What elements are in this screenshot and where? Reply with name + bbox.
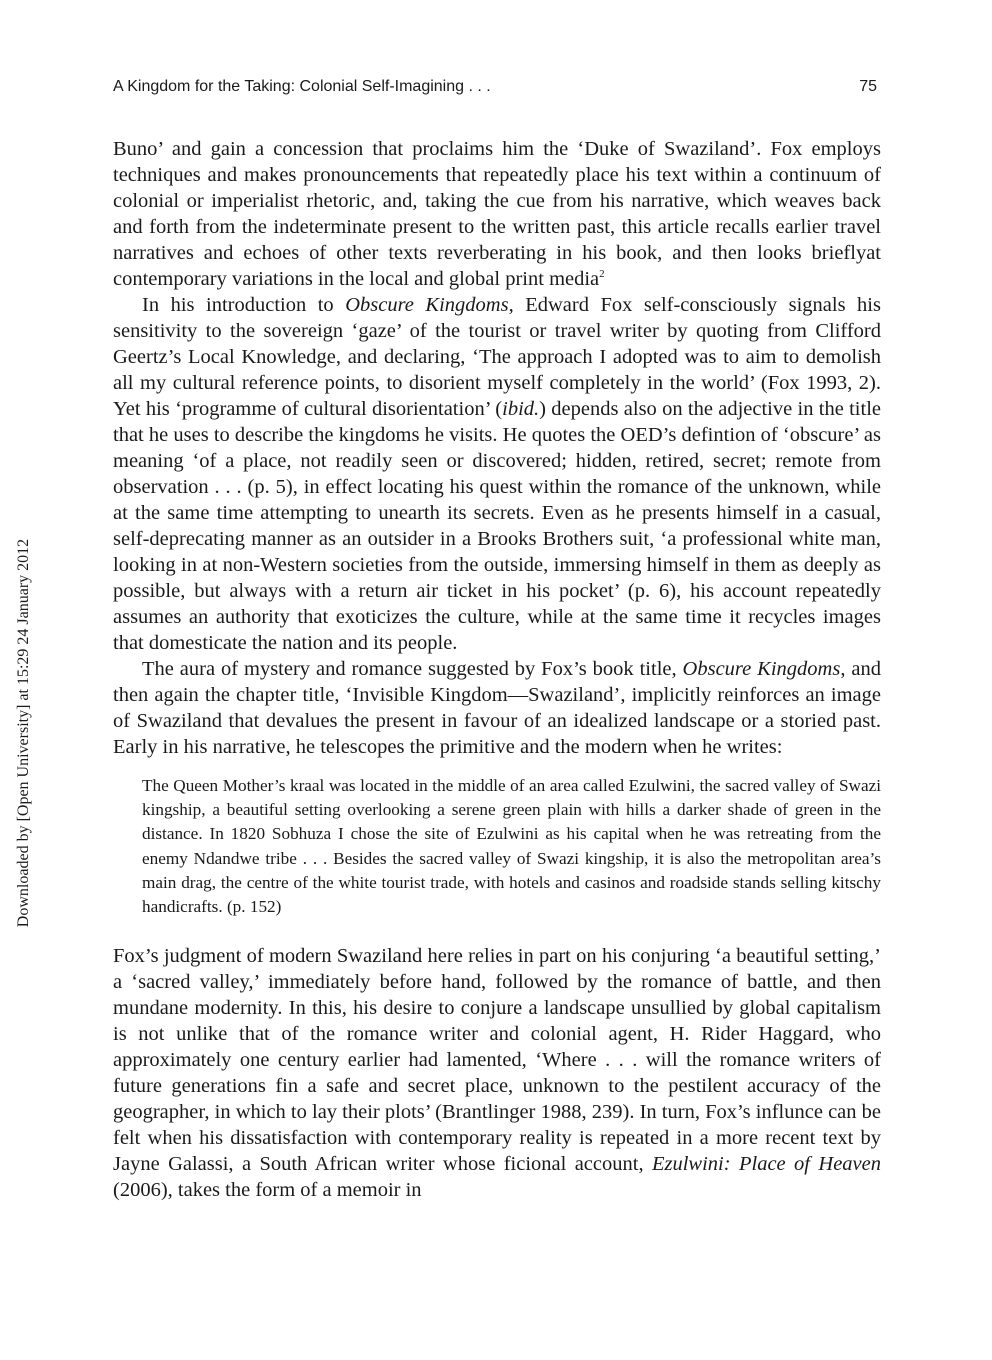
running-title: A Kingdom for the Taking: Colonial Self-Imagining . . . xyxy=(113,78,491,95)
download-watermark-text: Downloaded by [Open University] at 15:29 24 January 2012 xyxy=(15,538,32,928)
running-header xyxy=(113,78,877,102)
paragraph-4-text-c: (2006), takes the form of a memoir in xyxy=(113,1179,422,1202)
book-title-italic: Ezulwini: Place of Heaven xyxy=(651,1153,881,1176)
paragraph-2-text-c: , Edward Fox self-consciously signals his sensitivity to the sovereign ‘gaze’ of the tourist or travel writer by quoting from Clifford Geertz’s Local Knowledge, and declaring, ‘The approach I adopted was to aim to demolish all my cultural reference points, to disorient myself completely in the world’ (Fox 1993, 2). Yet his ‘programme of cultural disorientation’ ( xyxy=(113,294,881,420)
paragraph-3-text-a: The aura of mystery and romance suggested by Fox’s book title, xyxy=(142,658,683,680)
paragraph-4 xyxy=(113,943,881,1203)
page-number: 75 xyxy=(859,78,877,95)
paragraph-2-text-e: ) depends also on the adjective in the title that he uses to describe the kingdoms he visits. He quotes the OED’s defintion of ‘obscure’ as meaning ‘of a place, not readily seen or discovered; hidden, retired, secret; remote from observation . . . (p. 5), in effect locating his quest within the romance of the unknown, while at the same time attempting to unearth its secrets. Even as he presents himself in a casual, self-deprecating manner as an outsider in a Brooks Brothers suit, ‘a professional white man, looking in at non-Western societies from the outside, immersing himself in them as deeply as possible, but always with a return air ticket in his pocket’ (p. 6), his account repeatedly assumes an authority that exoticizes the culture, while at the same time it recycles images that domesticate the nation and its people. xyxy=(113,398,881,654)
paragraph-3 xyxy=(113,656,881,760)
block-quote: The Queen Mother’s kraal was located in the middle of an area called Ezulwini, the sacred valley of Swazi kingship, a beautiful setting overlooking a serene green plain with hills a darker shade of green in the distance. In 1820 Sobhuza I chose the site of Ezulwini as his capital when he was retreating from the enemy Ndandwe tribe . . . Besides the sacred valley of Swazi kingship, it is also the metropolitan area’s main drag, the centre of the white tourist trade, with hotels and casinos and roadside stands selling kitschy handicrafts. (p. 152) xyxy=(142,776,881,917)
paragraph-1-text: Buno’ and gain a concession that proclaims him the ‘Duke of Swaziland’. Fox employs techniques and makes pronouncements that repeatedly place his text within a continuum of colonial or imperialist rhetoric, and, taking the cue from his narrative, which weaves back and forth from the indeterminate present to the written past, this article recalls earlier travel narratives and echoes of other texts reverberating in his book, and then looks brieflyat contemporary variations in the local and global print media xyxy=(113,138,881,290)
book-title-italic: Obscure Kingdoms xyxy=(682,658,841,680)
article-body xyxy=(113,136,881,1203)
paragraph-2-text-a: In his introduction to xyxy=(142,294,346,316)
ibid-italic: ibid. xyxy=(502,398,540,420)
paragraph-4-text-a: Fox’s judgment of modern Swaziland here relies in part on his conjuring ‘a beautiful setting,’ a ‘sacred valley,’ immediately before hand, followed by the romance of battle, and then mundane modernity. In this, his desire to conjure a landscape unsullied by global capitalism is not unlike that of the romance writer and colonial agent, H. Rider Haggard, who approximately one century earlier had lamented, ‘Where . . . will the romance writers of future generations fin a safe and secret place, unknown to the pestilent accuracy of the geographer, in which to lay their plots’ (Brantlinger 1988, 239). In turn, Fox’s influnce can be felt when his dissatisfaction with contemporary reality is repeated in a more recent text by Jayne Galassi, a South African writer whose ficional account, xyxy=(113,945,881,1176)
book-title-italic: Obscure Kingdoms xyxy=(345,294,509,316)
paragraph-1 xyxy=(113,136,881,292)
paragraph-2 xyxy=(113,292,881,656)
footnote-marker: 2 xyxy=(599,268,605,281)
paragraph-3-text-c: , and then again the chapter title, ‘Invisible Kingdom—Swaziland’, implicitly reinforces an image of Swaziland that devalues the present in favour of an idealized landscape or a storied past. Early in his narrative, he telescopes the primitive and the modern when he writes: xyxy=(113,658,881,758)
